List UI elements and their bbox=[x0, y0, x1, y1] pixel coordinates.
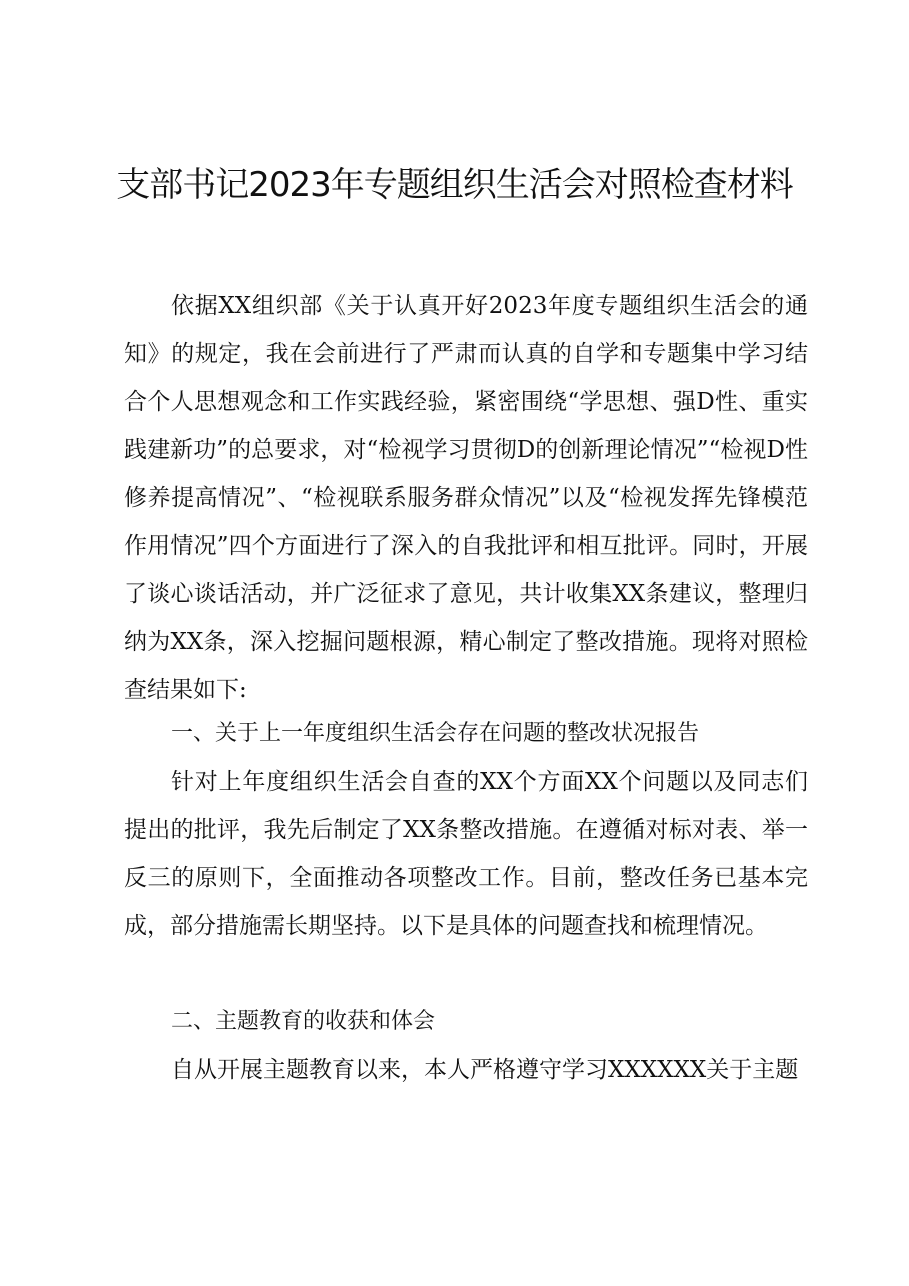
section-1-heading: 一、关于上一年度组织生活会存在问题的整改状况报告 bbox=[171, 721, 700, 746]
section-2-heading: 二、主题教育的收获和体会 bbox=[171, 1009, 436, 1034]
section-2-paragraph: 自从开展主题教育以来，本人严格遵守学习XXXXXX关于主题 bbox=[171, 1057, 799, 1083]
document-title: 支部书记2023年专题组织生活会对照检查材料 bbox=[116, 165, 793, 205]
section-1-paragraph: 针对上年度组织生活会自查的XX个方面XX个问题以及同志们提出的批评，我先后制定了XX条整改措施。在遵循对标对表、举一反三的原则下，全面推动各项整改工作。目前，整改任务已基本完成，部分措施需长期坚持。以下是具体的问题查找和梳理情况。 bbox=[124, 769, 808, 939]
intro-paragraph: 依据XX组织部《关于认真开好2023年度专题组织生活会的通知》的规定，我在会前进行了严肃而认真的自学和专题集中学习结合个人思想观念和工作实践经验，紧密围绕“学思想、强D性、重实践建新功”的总要求，对“检视学习贯彻D的创新理论情况”“检视D性修养提高情况”、“检视联系服务群众情况”以及“检视发挥先锋模范作用情况”四个方面进行了深入的自我批评和相互批评。同时，开展了谈心谈话活动，并广泛征求了意见，共计收集XX条建议，整理归纳为XX条，深入挖掘问题根源，精心制定了整改措施。现将对照检查结果如下: bbox=[124, 293, 808, 703]
